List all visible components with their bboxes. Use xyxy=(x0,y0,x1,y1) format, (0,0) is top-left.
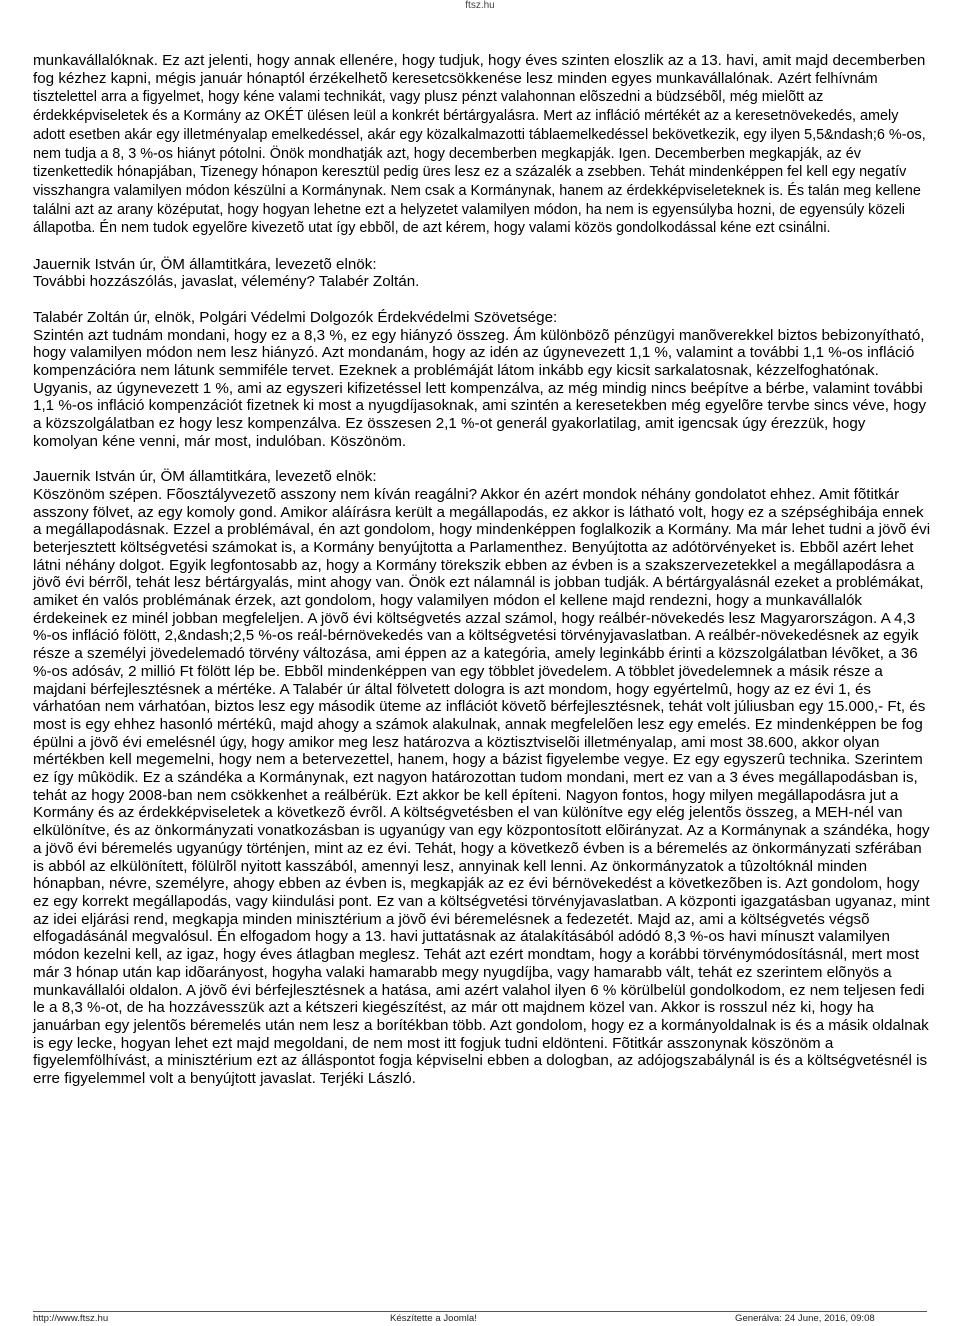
footer-url: http://www.ftsz.hu xyxy=(33,1313,109,1324)
speaker-label: Talabér Zoltán úr, elnök, Polgári Védelmi Dolgozók Érdekvédelmi Szövetsége: xyxy=(33,308,558,326)
footer-generated: Generálva: 24 June, 2016, 09:08 xyxy=(735,1313,875,1324)
page-footer xyxy=(33,1311,927,1326)
paragraph-text: További hozzászólás, javaslat, vélemény? Talabér Zoltán. xyxy=(33,273,420,291)
paragraph-opening xyxy=(33,52,933,238)
paragraph-text: munkavállalóknak. Ez azt jelenti, hogy annak ellenére, hogy tudjuk, hogy éves szinten eloszlik az a 13. havi, amit majd decemberben fog kézhez kapni, mégis január hónaptól érzékelhetõ keresetcsökkenése lesz minden egyes munkavállalónak. xyxy=(33,52,926,87)
speaker-label: Jauernik István úr, ÖM államtitkára, levezetõ elnök: xyxy=(33,468,377,486)
document-body xyxy=(33,52,933,1088)
speaker-label: Jauernik István úr, ÖM államtitkára, levezetõ elnök: xyxy=(33,255,377,273)
spacer xyxy=(33,291,933,309)
page-header-site: ftsz.hu xyxy=(465,0,495,11)
spacer xyxy=(33,238,933,256)
paragraph-text: Szintén azt tudnám mondani, hogy ez a 8,3 %, ez egy hiányzó összeg. Ám különbözõ pénzügyi manõverekkel biztos bebizonyítható, hogy valamilyen módon nem lesz hiányzó. Azt mondanám, hogy az idén az úgynevezett 1,1 %, valamint a további 1,1 %-os infláció kompenzációra nem látunk semmiféle tervet. Ezeknek a problémáját látom inkább egy kicsit sarkalatosnak, kézzelfoghatónak. Ugyanis, az úgynevezett 1 %, ami az egyszeri kifizetéssel lett kompenzálva, az még mindig nincs beépítve a bérbe, valamint további 1,1 %-os infláció kompenzációt fizetnek ki most a nyugdíjasoknak, ami szintén a keresetekben még egyelõre tervbe sincs véve, hogy a közszolgálatban ez hogy lesz kompenzálva. Ez összesen 2,1 %-ot generál gyakorlatilag, amit igencsak úgy érezzük, hogy komolyan kéne venni, már most, indulóban. Köszönöm. xyxy=(33,326,927,450)
spacer xyxy=(33,450,933,468)
paragraph-text: Azért felhívnám tisztelettel arra a figyelmet, hogy kéne valami technikát, vagy plusz pénzt valahonnan elõszedni a büdzsébõl, még mielõtt az érdekképviseletek és a Kormány az OKÉT ülésen leül a konkrét bértárgyalásra. xyxy=(33,70,878,125)
paragraph-text: Köszönöm szépen. Fõosztályvezetõ asszony nem kíván reagálni? Akkor én azért mondok néhány gondolatot ehhez. Amit fõtitkár asszony fölvet, az egy komoly gond. Amikor aláírásra került a megállapodás, ez akkor is látható volt, hogy ez a szépséghibája ennek a megállapodásnak. Ezzel a problémával, én azt gondolom, hogy mindenképpen foglalkozik a Kormány. Ma már lehet tudni a jövõ évi beterjesztett költségvetési számokat is, a Kormány benyújtotta a Parlamenthez. Benyújtotta az adótörvényeket is. Ebbõl azért lehet látni néhány dolgot. Egyik legfontosabb az, hogy a Kormány törekszik ebben az évben is a szakszervezetekkel a megállapodásra a jövõ évi bérrõl, tehát lesz bértárgyalás, mint ahogy van. Önök ezt nálamnál is jobban tudják. A bértárgyalásnál ezeket a problémákat, amiket én valós problémának érzek, azt gondolom, hogy valamilyen módon el kellene majd rendezni, hogy a munkavállalók érdekeinek ez minél jobban megfeleljen. A jövõ évi költségvetés azzal számol, hogy reálbér-növekedés lesz Magyarországon. A 4,3 %-os infláció fölött, 2,&ndash;2,5 %-os reál-bérnövekedés van a költségvetési törvényjavaslatban. A reálbér-növekedésnek az egyik része a személyi jövedelemadó törvény változása, ami éppen az a kategória, amely leginkább érinti a közszolgálatban lévõket, a 36 %-os adósáv, 2 millió Ft fölött lép be. Ebbõl mindenképpen van egy többlet jövedelem. A többlet jövedelemnek a másik része a majdani bérfejlesztésnek a mértéke. A Talabér úr által fölvetett dologra is azt mondom, hogy egyértelmû, hogy az ez évi 1, és várhatóan nem várhatóan, biztos lesz egy második üteme az inflációt követõ bérfejlesztésnek, tehát volt júliusban egy 15.000,- Ft, és most is egy ehhez hasonló mértékû, majd ahogy a számok alakulnak, annak megfelelõen lesz egy emelés. Ez mindenképpen be fog épülni a jövõ évi emelésnél úgy, hogy amikor meg lesz határozva a köztisztviselõi illetményalap, ami most 38.600, akkor olyan mértékben kell megemelni, hogy nem a betervezettel, hanem, hogy a bázist figyelembe vegye. Ez egy egyszerû technika. Szerintem ez így mûködik. Ez a szándéka a Kormánynak, ezt nagyon határozottan tudom mondani, mert ez van a 3 éves megállapodásban is, tehát az hogy 2008-ban nem csökkenhet a reálbérük. Ezt akkor be kell építeni. Nagyon fontos, hogy milyen megállapodásra jut a Kormány és az érdekképviseletek a következõ évrõl. A költségvetésben el van különítve egy elég jelentõs összeg, a MEH-nél van elkülönítve, és az önkormányzati vonatkozásban is ugyanúgy van egy központosított elõirányzat. Az a Kormánynak a szándéka, hogy a jövõ évi béremelés ugyanúgy történjen, mint az ez évi. Tehát, hogy a következõ évben is a béremelés az önkormányzati szférában is abból az elkülönített, fölülrõl nyitott kasszából, amennyi lesz, annyinak kell lenni. Az önkormányzatok a tûzoltóknál minden hónapban, névre, személyre, ahogy ebben az évben is, megkapják az ez évi bérnövekedést a következõben is. Azt gondolom, hogy ez egy korrekt megállapodás, vagy kiindulási pont. Ez van a költségvetési törvényjavaslatban. A központi igazgatásban ugyanaz, mint az idei eljárási rend, megkapja minden minisztérium a jövõ évi béremelésnek a fedezetét. Majd az, ami a költségvetés végsõ elfogadásánál megvalósul. Én elfogadom hogy a 13. havi juttatásnak az átalakításából adódó 8,3 %-os havi mínuszt valamilyen módon kezelni kell, az igaz, hogy éves átlagban meglesz. Tehát azt ezért mondtam, hogy a korábbi törvénymódosításnál, mert most már 3 hónap után kap idõarányost, hogyha valaki hamarabb megy nyugdíjba, vagy hamarabb vált, tehát ez szerintem elõnyös a munkavállalói oldalon. A jövõ évi bérfejlesztésnek a hatása, ami azért valahol ilyen 6 % körülbelül gondolkodom, ez nem teljesen fedi le a 8,3 %-ot, de ha hozzávesszük azt a kétszeri kiegészítést, az már ott majdnem közel van. Akkor is rosszul néz ki, hogy ha januárban egy jelentõs béremelés után nem lesz a borítékban több. Azt gondolom, hogy ez a kormányoldalnak is és a másik oldalnak is egy lecke, hogyan lehet ezt majd megoldani, de nem most itt fogjuk tudni eldönteni. Fõtitkár asszonynak köszönöm a figyelemfölhívást, a minisztérium ezt az álláspontot fogja képviselni ebben a dologban, az adójogszabálynál is és a költségvetésnél is erre figyelemmel volt a benyújtott javaslat. Terjéki László. xyxy=(33,485,931,1088)
paragraph-text: Mert az infláció mértékét az a keresetnövekedés, amely adott esetben akár egy illetményalap emelkedéssel, akár egy közalkalmazotti táblaemelkedéssel bekövetkezik, egy ilyen 5,5&ndash;6 %-os, nem tudja a 8, 3 %-os hiányt pótolni. Önök mondhatják azt, hogy decemberben megkapják. Igen. Decemberben megkapják, az év tizenkettedik hónapjában, Tizenegy hónapon keresztül pedig üres lesz ez a százalék a zsebben. Tehát mindenképpen fel kell egy negatív visszhangra valamilyen módon készülni a Kormánynak. Nem csak a Kormánynak, hanem az érdekképviseleteknek is. És talán meg kellene találni azt az arany középutat, hogy hogyan lehetne ezt a helyzetet valamilyen módon, ha nem is egyensúlyba hozni, de egyensúly közeli állapotba. Én nem tudok egyelõre kivezetõ utat így ebbõl, de azt kérem, hogy valami közös gondolkodással kéne ezt csinálni. xyxy=(33,108,926,237)
footer-credit: Készítette a Joomla! xyxy=(390,1313,477,1324)
